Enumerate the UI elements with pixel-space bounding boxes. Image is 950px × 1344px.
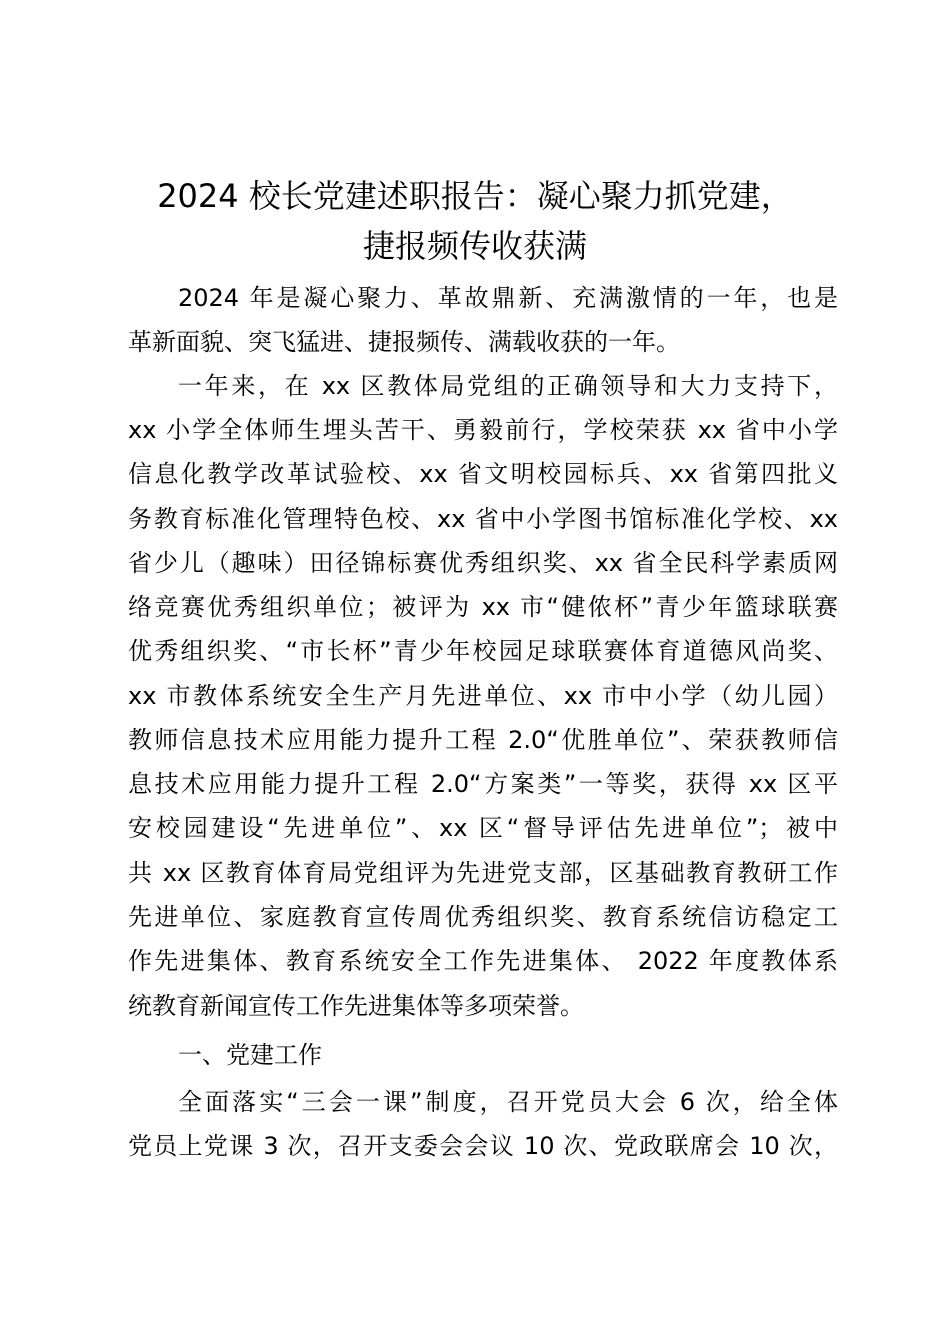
paragraph-line: 务教育标准化管理特色校、xx 省中小学图书馆标准化学校、xx (128, 505, 838, 533)
paragraph-line: 息技术应用能力提升工程 2.0“方案类”一等奖，获得 xx 区平 (128, 770, 838, 798)
paragraph-line: xx 市教体系统安全生产月先进单位、xx 市中小学（幼儿园） (128, 682, 838, 710)
paragraph-line: 2024 年是凝心聚力、革故鼎新、充满激情的一年，也是 (178, 284, 838, 312)
paragraph-line: 信息化教学改革试验校、xx 省文明校园标兵、xx 省第四批义 (128, 460, 838, 488)
paragraph-line: 统教育新闻宣传工作先进集体等多项荣誉。 (128, 992, 584, 1020)
paragraph-line: 全面落实“三会一课”制度，召开党员大会 6 次，给全体 (178, 1088, 838, 1116)
document-title-line-1: 2024 校长党建述职报告：凝心聚力抓党建， (157, 177, 793, 215)
paragraph-line: 共 xx 区教育体育局党组评为先进党支部，区基础教育教研工作 (128, 859, 838, 887)
paragraph-line: 安校园建设“先进单位”、xx 区“督导评估先进单位”；被中 (128, 814, 838, 842)
paragraph-line: xx 小学全体师生埋头苦干、勇毅前行，学校荣获 xx 省中小学 (128, 416, 838, 444)
document-title-line-2: 捷报频传收获满 (362, 227, 587, 265)
paragraph-line: 党员上党课 3 次，召开支委会会议 10 次、党政联席会 10 次， (128, 1132, 838, 1160)
paragraph-line: 先进单位、家庭教育宣传周优秀组织奖、教育系统信访稳定工 (128, 903, 838, 931)
paragraph-line: 教师信息技术应用能力提升工程 2.0“优胜单位”、荣获教师信 (128, 726, 838, 754)
paragraph-line: 优秀组织奖、“市长杯”青少年校园足球联赛体育道德风尚奖、 (128, 637, 838, 665)
paragraph-line: 络竞赛优秀组织单位；被评为 xx 市“健侬杯”青少年篮球联赛 (128, 593, 838, 621)
section-heading: 一、党建工作 (178, 1041, 322, 1069)
paragraph-line: 作先进集体、教育系统安全工作先进集体、 2022 年度教体系 (128, 947, 838, 975)
paragraph-line: 革新面貌、突飞猛进、捷报频传、满载收获的一年。 (128, 328, 680, 356)
paragraph-line: 一年来，在 xx 区教体局党组的正确领导和大力支持下， (178, 372, 838, 400)
paragraph-line: 省少儿（趣味）田径锦标赛优秀组织奖、xx 省全民科学素质网 (128, 549, 838, 577)
